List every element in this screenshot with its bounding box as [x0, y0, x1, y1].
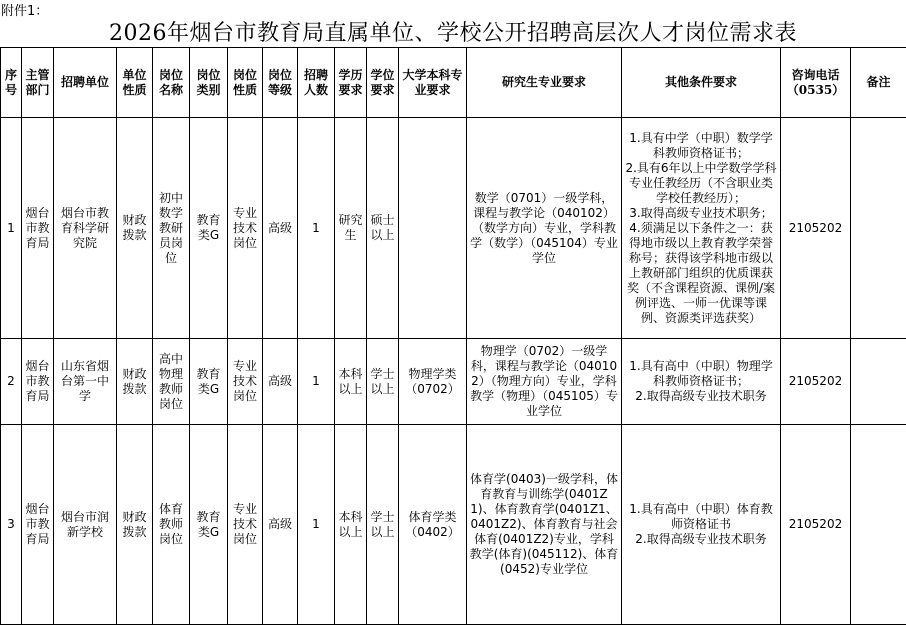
cell-category: 教育类G [190, 425, 228, 625]
cell-education: 本科以上 [335, 339, 367, 425]
cell-phone: 2105202 [781, 425, 851, 625]
cell-dept: 烟台市教育局 [22, 425, 54, 625]
cell-remark [851, 425, 906, 625]
table-header-row [1, 48, 906, 118]
cell-unit: 烟台市教育科学研究院 [54, 118, 117, 339]
cell-other-text: 1.具有中学（中职）数学学科教师资格证书； 2.具有6年以上中学数学学科专业任教经历（不含职业类学校任教经历）； 3.取得高级专业技术职务； 4.须满足以下条件之一：获得地市级以上教育教学荣誉称号；获得该学科地市级以上教研部门组织的优质课获奖（不含课程资源、课例/案例评选、一师一优课等课例、资源类评选获奖） [624, 131, 778, 326]
table-row [1, 425, 906, 625]
header-count: 招聘人数 [298, 48, 335, 118]
cell-post: 初中数学教研员岗位 [153, 118, 190, 339]
cell-no: 1 [1, 118, 22, 339]
cell-remark [851, 339, 906, 425]
cell-unit: 山东省烟台第一中学 [54, 339, 117, 425]
cell-phone: 2105202 [781, 118, 851, 339]
cell-education: 本科以上 [335, 425, 367, 625]
cell-degree: 学士以上 [367, 339, 399, 425]
header-phone: 咨询电话（0535） [781, 48, 851, 118]
header-education: 学历要求 [335, 48, 367, 118]
header-remark: 备注 [851, 48, 906, 118]
cell-category: 教育类G [190, 118, 228, 339]
header-nature: 岗位性质 [228, 48, 263, 118]
cell-level: 高级 [263, 425, 298, 625]
cell-level: 高级 [263, 118, 298, 339]
header-other: 其他条件要求 [622, 48, 781, 118]
cell-unit: 烟台市润新学校 [54, 425, 117, 625]
cell-post: 体育教师岗位 [153, 425, 190, 625]
page-title: 2026年烟台市教育局直属单位、学校公开招聘高层次人才岗位需求表 [0, 16, 906, 47]
cell-dept: 烟台市教育局 [22, 118, 54, 339]
cell-count: 1 [298, 425, 335, 625]
header-dept: 主管部门 [22, 48, 54, 118]
cell-undergrad [399, 118, 467, 339]
cell-category: 教育类G [190, 339, 228, 425]
cell-education: 研究生 [335, 118, 367, 339]
cell-no: 2 [1, 339, 22, 425]
positions-table [0, 47, 906, 625]
cell-dept: 烟台市教育局 [22, 339, 54, 425]
cell-nature: 专业技术岗位 [228, 118, 263, 339]
cell-other: 1.具有高中（中职）物理学科教师资格证书； 2.取得高级专业技术职务 [622, 339, 781, 425]
table-row [1, 118, 906, 339]
header-undergrad: 大学本科专业要求 [399, 48, 467, 118]
cell-grad: 数学（0701）一级学科，课程与教学论（040102）（数学方向）专业，学科教学（数学）（045104）专业学位 [467, 118, 622, 339]
cell-nature: 专业技术岗位 [228, 339, 263, 425]
cell-remark [851, 118, 906, 339]
cell-count: 1 [298, 118, 335, 339]
header-no: 序号 [1, 48, 22, 118]
cell-grad: 物理学（0702）一级学科，课程与教学论（040102）（物理方向）专业，学科教学（物理）（045105）专业学位 [467, 339, 622, 425]
cell-count: 1 [298, 339, 335, 425]
header-post: 岗位名称 [153, 48, 190, 118]
header-category: 岗位类别 [190, 48, 228, 118]
header-unit: 招聘单位 [54, 48, 117, 118]
cell-nature: 专业技术岗位 [228, 425, 263, 625]
cell-no: 3 [1, 425, 22, 625]
cell-level: 高级 [263, 339, 298, 425]
header-grad: 研究生专业要求 [467, 48, 622, 118]
cell-undergrad: 体育学类（0402） [399, 425, 467, 625]
attachment-label: 附件1： [1, 0, 48, 19]
header-degree: 学位要求 [367, 48, 399, 118]
header-level: 岗位等级 [263, 48, 298, 118]
cell-unit-type: 财政拨款 [117, 425, 153, 625]
cell-post: 高中物理教师岗位 [153, 339, 190, 425]
cell-grad: 体育学(0403)一级学科，体育教育与训练学(0401Z1)、体育教育学(0401Z1、0401Z2)、体育教育与社会体育(0401Z2)专业，学科教学(体育)(045112)、体育(0452)专业学位 [467, 425, 622, 625]
cell-phone: 2105202 [781, 339, 851, 425]
cell-other: 1.具有高中（中职）体育教师资格证书 2.取得高级专业技术职务 [622, 425, 781, 625]
cell-unit-type: 财政拨款 [117, 118, 153, 339]
cell-other [622, 118, 781, 339]
cell-undergrad: 物理学类（0702） [399, 339, 467, 425]
table-row [1, 339, 906, 425]
header-unit-type: 单位性质 [117, 48, 153, 118]
cell-degree: 学士以上 [367, 425, 399, 625]
cell-degree: 硕士以上 [367, 118, 399, 339]
cell-unit-type: 财政拨款 [117, 339, 153, 425]
